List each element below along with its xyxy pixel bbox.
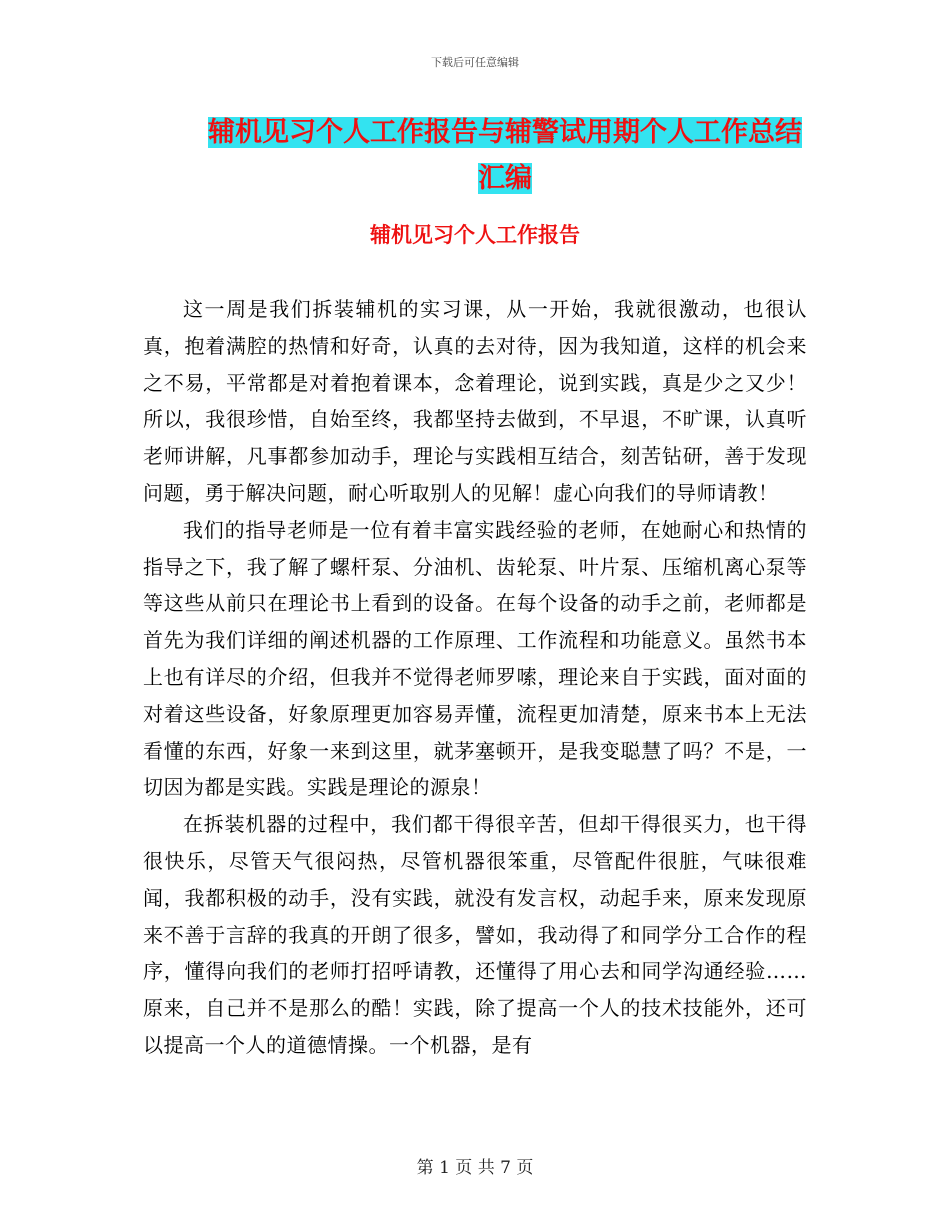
paragraph-2: 我们的指导老师是一位有着丰富实践经验的老师，在她耐心和热情的指导之下，我了解了螺杆泵、分油机、齿轮泵、叶片泵、压缩机离心泵等等这些从前只在理论书上看到的设备。在每个设备的动手之前，老师都是首先为我们详细的阐述机器的工作原理、工作流程和功能意义。虽然书本上也有详尽的介绍，但我并不觉得老师罗嗦，理论来自于实践，面对面的对着这些设备，好象原理更加容易弄懂，流程更加清楚，原来书本上无法看懂的东西，好象一来到这里，就茅塞顿开，是我变聪慧了吗？不是，一切因为都是实践。实践是理论的源泉！: [143, 517, 807, 800]
page-footer: 第 1 页 共 7 页: [416, 1158, 534, 1178]
document-title-text: 辅机见习个人工作报告与辅警试用期个人工作总结汇编: [208, 117, 802, 194]
document-title: [195, 110, 815, 202]
header-note: 下载后可任意编辑: [431, 56, 519, 69]
section-title: 辅机见习个人工作报告: [370, 222, 580, 247]
paragraph-3: 在拆装机器的过程中，我们都干得很辛苦，但却干得很买力，也干得很快乐，尽管天气很闷热，尽管机器很笨重，尽管配件很脏，气味很难闻，我都积极的动手，没有实践，就没有发言权，动起手来，原来发现原来不善于言辞的我真的开朗了很多，譬如，我动得了和同学分工合作的程序，懂得向我们的老师打招呼请教，还懂得了用心去和同学沟通经验……原来，自己并不是那么的酷！实践，除了提高一个人的技术技能外，还可以提高一个人的道德情操。一个机器，是有: [143, 812, 807, 1057]
paragraph-1: 这一周是我们拆装辅机的实习课，从一开始，我就很激动，也很认真，抱着满腔的热情和好奇，认真的去对待，因为我知道，这样的机会来之不易，平常都是对着抱着课本，念着理论，说到实践，真是少之又少！所以，我很珍惜，自始至终，我都坚持去做到，不早退，不旷课，认真听老师讲解，凡事都参加动手，理论与实践相互结合，刻苦钻研，善于发现问题，勇于解决问题，耐心听取别人的见解！虚心向我们的导师请教！: [143, 297, 807, 505]
body-text: [143, 291, 807, 1064]
